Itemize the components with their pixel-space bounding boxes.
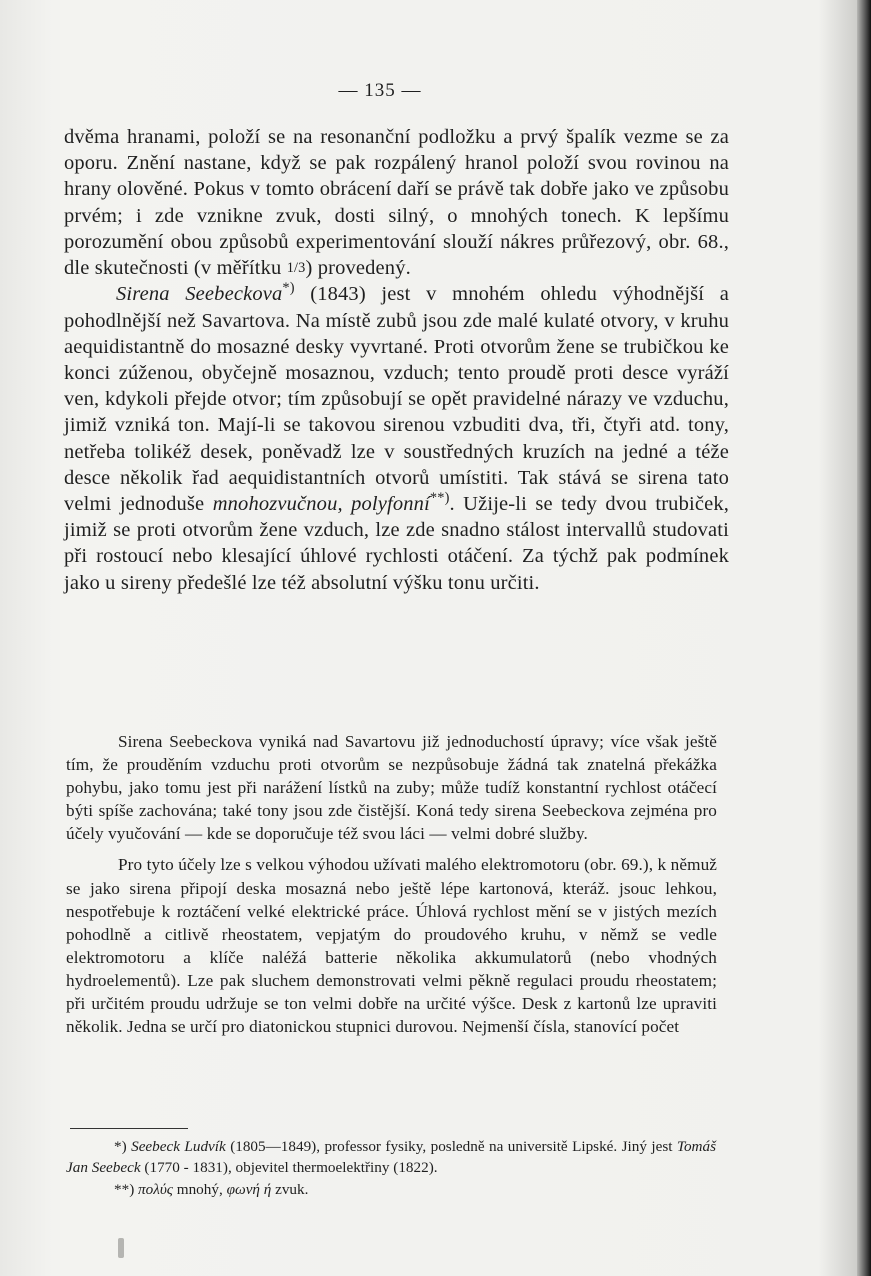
footnote-2 (66, 1179, 716, 1200)
footnote-1-text-a: (1805—1849), professor fysiky, posledně na universitě Lipské. Jiný jest (230, 1138, 673, 1155)
footnote-2-greek-2: φωνή ή (226, 1180, 272, 1198)
footnote-1-mark: *) (114, 1138, 127, 1155)
footnote-divider (70, 1128, 188, 1129)
scale-fraction: 1/3 (286, 260, 306, 277)
paragraph-2 (64, 281, 729, 595)
paragraph-1 (64, 124, 729, 281)
polyphonic-term: mnohozvučnou, polyfonní (212, 492, 430, 515)
siren-name: Sirena Seebeckova (116, 283, 283, 306)
footnote-2-greek-1: πολύς (138, 1180, 173, 1198)
small-paragraph-1: Sirena Seebeckova vyniká nad Savartovu již jednoduchostí úpravy; více však ještě tím, že prouděním vzduchu proti otvorům se nezpůsobuje žádná tak znatelná překážka pohybu, jako tomu jest při narážení lístků na zuby; může tudíž konstantní rychlost otáčecí býti spíše zachována; také tony jsou zde čistější. Koná tedy sirena Seebeckova zejména pro účely vyučování — kde se doporučuje též svou láci — velmi dobré služby. (66, 732, 717, 844)
footnote-ref-2: **) (429, 490, 450, 507)
page-number: — 135 — (338, 80, 422, 101)
footnote-1 (66, 1136, 716, 1179)
paragraph-1-end: ) provedený. (305, 257, 411, 280)
footnote-1-text-b: (1770 - 1831), objevitel thermoelektřiny (1822). (144, 1159, 438, 1177)
footnote-2-text-b: zvuk. (275, 1180, 309, 1198)
paragraph-1-text: dvěma hranami, položí se na resonanční podložku a prvý špalík vezme se za oporu. Znění nastane, když se pak rozpálený hranol položí svou rovinou na hrany olověné. Pokus v tomto obrácení daří se právě tak dobře jako ve způsobu prvém; i zde vznikne zvuk, dosti silný, o mnohých tonech. K lepšímu porozumění obou způsobů experimentování slouží nákres průřezový, obr. 68., dle skutečnosti (v měřítku (64, 126, 729, 280)
page-edge-shadow (857, 0, 871, 1276)
footnote-ref-1: *) (282, 280, 295, 297)
footnote-2-text-a: mnohý, (176, 1180, 223, 1198)
scan-blemish (118, 1238, 124, 1258)
footnote-2-mark: **) (114, 1180, 135, 1198)
footnote-1-name-2: Tomáš Jan Seebeck (66, 1138, 717, 1177)
main-text (64, 124, 729, 596)
footnote-1-name: Seebeck Ludvík (131, 1138, 226, 1155)
footnotes (66, 1136, 716, 1200)
small-paragraph-2: Pro tyto účely lze s velkou výhodou užívati malého elektromotoru (obr. 69.), k němuž se jako sirena připojí deska mosazná nebo ještě lépe kartonová, kteráž. jsouc lehkou, nespotřebuje k roztáčení velké elektrické práce. Úhlová rychlost mění se v jistých mezích pohodlně a citlivě rheostatem, vepjatým do proudového kruhu, v němž se vedle elektromotoru a klíče naléžá batterie několika akkumulatorů (nebo vhodných hydroelementů). Lze pak sluchem demonstrovati velmi pěkně regulaci proudu rheostatem; při určitém proudu udržuje se ton velmi dobře na určité výšce. Desk z kartonů lze upraviti několik. Jedna se určí pro diatonickou stupnici durovou. Nejmenší čísla, stanovící počet (66, 855, 717, 1037)
paragraph-2-text-a: (1843) jest v mnohém ohledu výhodnější a pohodlnější než Savartova. Na místě zubů jsou zde malé kulaté otvory, v kruhu aequidistantně do mosazné desky vyvrtané. Proti otvorům žene se trubičkou ke konci zúženou, obyčejně mosaznou, vzduch; tento proudě proti desce vyráží ven, kdykoli přejde otvor; tím způsobují se opět pravidelné nárazy ve vzduchu, jimiž vzniká ton. Mají-li se takovou sirenou vzbuditi dva, tři, čtyři atd. tony, netřeba tolikéž desek, poněvadž lze v soustředných kruzích na jedné a téže desce několik řad aequidistantních otvorů umístiti. Tak stává se sirena tato velmi jednoduše (64, 283, 729, 515)
small-print-text (66, 730, 717, 1038)
paragraph-2-text-b: . Užije-li se tedy dvou trubiček, jimiž se proti otvorům žene vzduch, lze zde snadno stálost intervallů studovati při rostoucí nebo klesající úhlové rychlosti otáčení. Za týchž pak podmínek jako u sireny předešlé lze též absolutní výšku tonu určiti. (64, 492, 729, 594)
